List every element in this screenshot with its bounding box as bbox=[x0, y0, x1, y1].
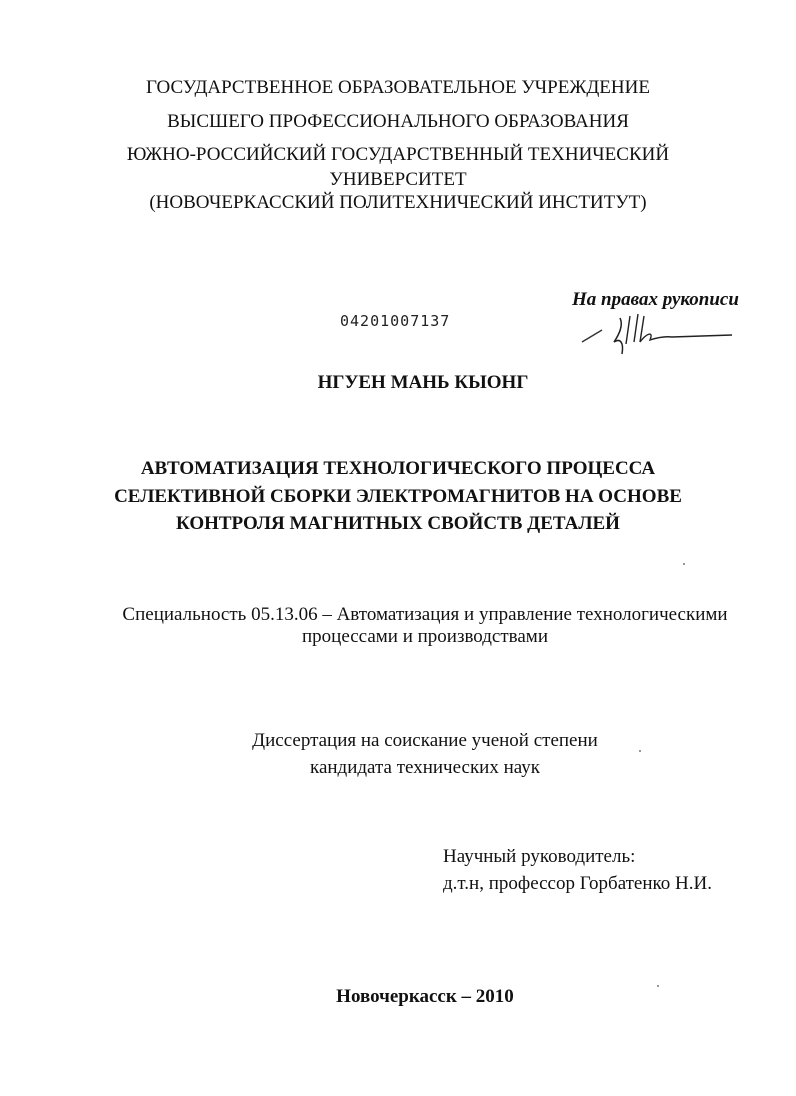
institution-line-1: ГОСУДАРСТВЕННОЕ ОБРАЗОВАТЕЛЬНОЕ УЧРЕЖДЕНИЕ bbox=[146, 77, 650, 98]
specialty-line-2: процессами и производствами bbox=[301, 626, 549, 647]
specialty-line-1: Специальность 05.13.06 – Автоматизация и управление технологическими bbox=[122, 604, 728, 625]
scan-speck bbox=[657, 985, 659, 987]
author-name: НГУЕН МАНЬ КЫОНГ bbox=[317, 372, 529, 393]
place-and-year: Новочеркасск – 2010 bbox=[336, 986, 514, 1007]
degree-line-2: кандидата технических наук bbox=[310, 757, 540, 778]
dissertation-title-line-3: КОНТРОЛЯ МАГНИТНЫХ СВОЙСТВ ДЕТАЛЕЙ bbox=[176, 513, 620, 534]
supervisor-label: Научный руководитель: bbox=[443, 846, 636, 867]
rights-note: На правах рукописи bbox=[572, 289, 739, 310]
dissertation-title-line-1: АВТОМАТИЗАЦИЯ ТЕХНОЛОГИЧЕСКОГО ПРОЦЕССА bbox=[140, 458, 656, 479]
degree-line-1: Диссертация на соискание ученой степени bbox=[252, 730, 598, 751]
catalog-number: 04201007137 bbox=[340, 312, 451, 330]
scan-speck bbox=[639, 750, 641, 752]
institution-line-5: (НОВОЧЕРКАССКИЙ ПОЛИТЕХНИЧЕСКИЙ ИНСТИТУТ) bbox=[149, 192, 647, 213]
institution-line-3: ЮЖНО-РОССИЙСКИЙ ГОСУДАРСТВЕННЫЙ ТЕХНИЧЕСКИЙ bbox=[126, 144, 670, 165]
institution-line-2: ВЫСШЕГО ПРОФЕССИОНАЛЬНОГО ОБРАЗОВАНИЯ bbox=[167, 111, 629, 132]
supervisor-name: д.т.н, профессор Горбатенко Н.И. bbox=[443, 873, 712, 894]
scan-speck bbox=[683, 563, 685, 565]
handwritten-signature bbox=[580, 312, 740, 362]
institution-line-4: УНИВЕРСИТЕТ bbox=[329, 169, 467, 190]
dissertation-title-line-2: СЕЛЕКТИВНОЙ СБОРКИ ЭЛЕКТРОМАГНИТОВ НА ОСНОВЕ bbox=[114, 486, 682, 507]
